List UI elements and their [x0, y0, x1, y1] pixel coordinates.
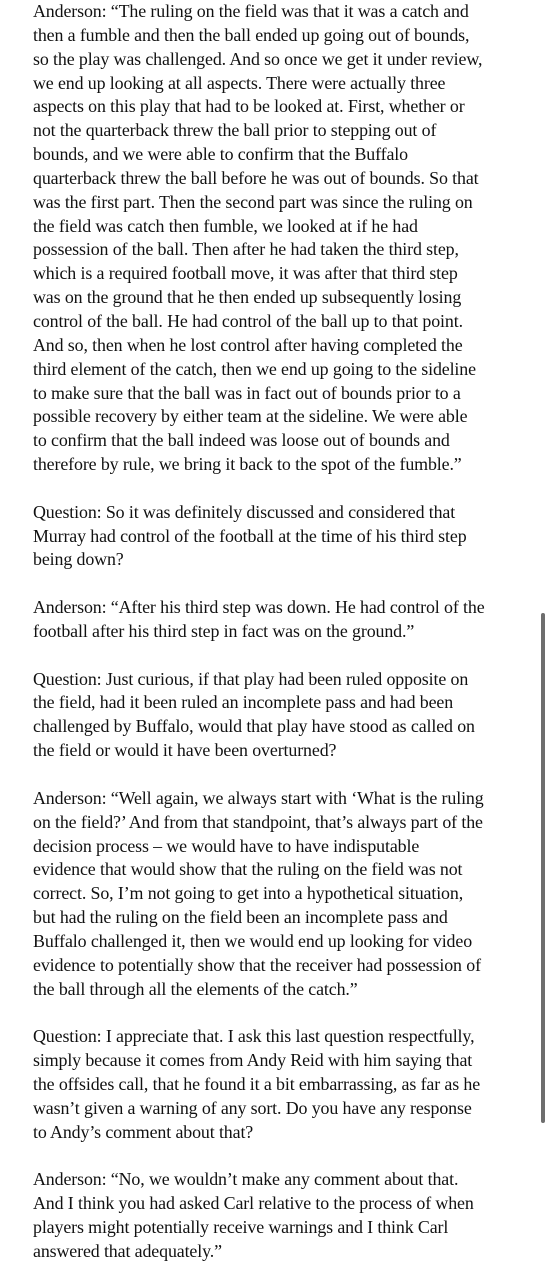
text-line: players might potentially receive warnings and I think Carl — [33, 1217, 449, 1238]
text-line: quarterback threw the ball before he was out of bounds. So that — [33, 167, 479, 188]
text-line: the offsides call, that he found it a bit embarrassing, as far as he — [33, 1073, 481, 1094]
text-line: to Andy’s comment about that? — [33, 1121, 254, 1142]
text-line: Anderson: “After his third step was down. He had control of the — [33, 597, 485, 618]
text-line: Anderson: “Well again, we always start with ‘What is the ruling — [33, 787, 484, 808]
text-line: simply because it comes from Andy Reid with him saying that — [33, 1050, 473, 1071]
text-line: evidence to potentially show that the receiver had possession of — [33, 954, 481, 975]
paragraph-gap — [33, 1001, 543, 1025]
paragraph-gap — [33, 1145, 543, 1169]
text-line: third element of the catch, then we end up going to the sideline — [33, 358, 476, 379]
text-line: the field, had it been ruled an incomplete pass and had been — [33, 692, 454, 713]
paragraph-question-opposite — [33, 668, 543, 763]
text-line: to confirm that the ball indeed was loose out of bounds and — [33, 430, 450, 451]
paragraph-anderson-third-step — [33, 596, 543, 644]
text-line: correct. So, I’m not going to get into a hypothetical situation, — [33, 883, 464, 904]
paragraph-question-control — [33, 501, 543, 573]
paragraph-question-andy-reid — [33, 1025, 543, 1144]
text-line: Question: I appreciate that. I ask this last question respectfully, — [33, 1026, 475, 1047]
paragraph-gap — [33, 477, 543, 501]
text-line: challenged by Buffalo, would that play have stood as called on — [33, 716, 475, 737]
text-line: Anderson: “No, we wouldn’t make any comment about that. — [33, 1169, 459, 1190]
text-line: was on the ground that he then ended up subsequently losing — [33, 287, 462, 308]
text-line: wasn’t given a warning of any sort. Do you have any response — [33, 1097, 472, 1118]
text-line: Anderson: “The ruling on the field was that it was a catch and — [33, 1, 469, 21]
text-line: was the first part. Then the second part was since the ruling on — [33, 191, 473, 212]
vertical-scrollbar[interactable] — [541, 613, 545, 1123]
text-line: so the play was challenged. And so once we get it under review, — [33, 48, 483, 69]
text-line: answered that adequately.” — [33, 1240, 222, 1261]
text-line: therefore by rule, we bring it back to the spot of the fumble.” — [33, 454, 462, 475]
text-line: control of the ball. He had control of the ball up to that point. — [33, 310, 463, 331]
text-line: Murray had control of the football at the time of his third step — [33, 525, 467, 546]
text-line: we end up looking at all aspects. There were actually three — [33, 72, 446, 93]
text-line: evidence that would show that the ruling on the field was not — [33, 859, 463, 880]
paragraph-anderson-ruling — [33, 0, 543, 477]
text-line: Question: So it was definitely discussed and considered that — [33, 501, 456, 522]
transcript-text — [33, 0, 543, 1264]
text-line: the field or would it have been overturned? — [33, 740, 337, 761]
text-line: to make sure that the ball was in fact out of bounds prior to a — [33, 382, 461, 403]
text-line: possession of the ball. Then after he had taken the third step, — [33, 239, 459, 260]
text-line: And so, then when he lost control after having completed the — [33, 334, 463, 355]
text-line: the field was catch then fumble, we looked at if he had — [33, 215, 418, 236]
paragraph-anderson-no-comment — [33, 1168, 543, 1263]
text-line: aspects on this play that had to be looked at. First, whether or — [33, 96, 465, 117]
text-line: Question: Just curious, if that play had been ruled opposite on — [33, 668, 469, 689]
text-line: then a fumble and then the ball ended up going out of bounds, — [33, 24, 470, 45]
text-line: Buffalo challenged it, then we would end up looking for video — [33, 930, 473, 951]
text-line: possible recovery by either team at the sideline. We were able — [33, 406, 468, 427]
text-line: And I think you had asked Carl relative to the process of when — [33, 1193, 474, 1214]
text-line: the ball through all the elements of the catch.” — [33, 978, 358, 999]
text-line: bounds, and we were able to confirm that the Buffalo — [33, 144, 408, 165]
text-line: but had the ruling on the field been an incomplete pass and — [33, 907, 448, 928]
paragraph-anderson-hypothetical — [33, 787, 543, 1002]
paragraph-gap — [33, 763, 543, 787]
paragraph-gap — [33, 644, 543, 668]
text-line: being down? — [33, 549, 124, 570]
text-line: on the field?’ And from that standpoint, that’s always part of the — [33, 811, 483, 832]
text-line: decision process – we would have to have indisputable — [33, 835, 420, 856]
text-line: which is a required football move, it was after that third step — [33, 263, 458, 284]
paragraph-gap — [33, 572, 543, 596]
text-line: not the quarterback threw the ball prior to stepping out of — [33, 120, 437, 141]
text-line: football after his third step in fact was on the ground.” — [33, 620, 415, 641]
